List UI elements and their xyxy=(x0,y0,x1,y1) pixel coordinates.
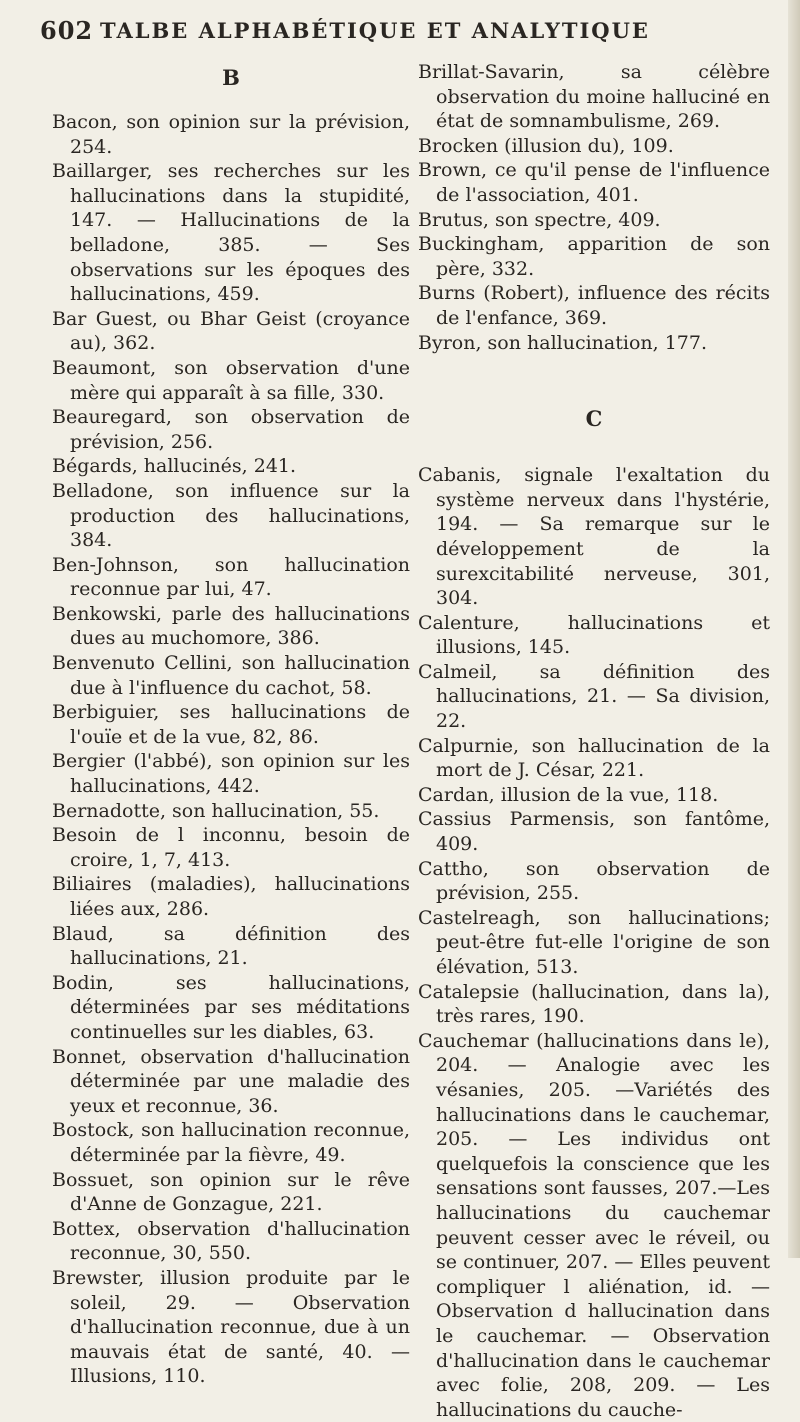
index-entry: Bernadotte, son hallucination, 55. xyxy=(52,799,380,822)
index-entry: Brown, ce qu'il pense de l'influence de l'association, 401. xyxy=(418,159,770,206)
index-entry: Bégards, hallucinés, 241. xyxy=(52,455,297,478)
index-entry: Calmeil, sa définition des hallucinations, 21. — Sa division, 22. xyxy=(418,660,770,733)
index-entry: Cassius Parmensis, son fantôme, 409. xyxy=(418,808,770,856)
index-entry: Calenture, hallucinations et illusions, 145. xyxy=(418,611,770,659)
index-entry: Belladone, son influence sur la production des hallucinations, 384. xyxy=(52,479,410,552)
index-entry: Blaud, sa définition des hallucinations, 21. xyxy=(52,922,410,970)
index-entry: Benkowski, parle des hallucinations dues au muchomore, 386. xyxy=(52,602,410,650)
index-entry: Ben-Johnson, son hallucination reconnue par lui, 47. xyxy=(52,553,410,601)
index-entry: Benvenuto Cellini, son hallucination due à l'influence du cachot, 58. xyxy=(52,652,410,699)
index-entry: Besoin de l inconnu, besoin de croire, 1, 7, 413. xyxy=(52,824,410,871)
index-entry: Byron, son hallucination, 177. xyxy=(418,331,708,354)
left-column xyxy=(52,60,410,1389)
index-entry: Burns (Robert), influence des récits de l'enfance, 369. xyxy=(418,282,770,329)
index-entry: Bossuet, son opinion sur le rêve d'Anne de Gonzague, 221. xyxy=(52,1168,410,1216)
index-entry: Catalepsie (hallucination, dans la), très rares, 190. xyxy=(418,980,770,1028)
index-entry: Bar Guest, ou Bhar Geist (croyance au), 362. xyxy=(52,307,410,355)
index-entry: Baillarger, ses recherches sur les hallucinations dans la stupidité, 147. — Hallucinations de la belladone, 385. — Ses observations sur les époques des hallucinations, 459. xyxy=(52,160,410,306)
index-entry: Castelreagh, son hallucinations; peut-être fut-elle l'origine de son élévation, 513. xyxy=(418,906,770,978)
index-entry: Biliaires (maladies), hallucinations liées aux, 286. xyxy=(52,873,410,920)
index-entry: Bonnet, observation d'hallucination déterminée par une maladie des yeux et reconnue, 36. xyxy=(52,1045,410,1117)
section-letter-b: B xyxy=(222,65,240,90)
index-entry: Cardan, illusion de la vue, 118. xyxy=(418,783,719,806)
running-title: TALBE ALPHABÉTIQUE ET ANALYTIQUE xyxy=(100,18,650,43)
index-entry: Brewster, illusion produite par le soleil, 29. — Observation d'hallucination reconnue, due à un mauvais état de santé, 40. — Illusions, 110. xyxy=(52,1266,410,1388)
index-entry: Bottex, observation d'hallucination reconnue, 30, 550. xyxy=(52,1217,410,1265)
section-letter-c: C xyxy=(585,406,603,432)
index-entry: Berbiguier, ses hallucinations de l'ouïe et de la vue, 82, 86. xyxy=(52,701,410,748)
index-entry: Calpurnie, son hallucination de la mort de J. César, 221. xyxy=(418,734,770,782)
index-entry: Brutus, son spectre, 409. xyxy=(418,208,661,231)
index-entry: Beaumont, son observation d'une mère qui apparaît à sa fille, 330. xyxy=(52,356,410,404)
right-column xyxy=(418,60,770,1422)
page-edge-shadow xyxy=(788,0,800,1258)
index-entry: Cauchemar (hallucinations dans le), 204. — Analogie avec les vésanies, 205. —Variétés des hallucinations dans le cauchemar, 205. — Les individus ont quelquefois la conscience que les sensations sont fausses, 207.—Les hallucinations du cauchemar peuvent cesser avec le réveil, ou se continuer, 207. — Elles peuvent compliquer l aliénation, id. — Observation d hallucination dans le cauchemar. — Observation d'hallucination dans le cauchemar avec folie, 208, 209. — Les hallucinations du cauche- xyxy=(418,1029,770,1421)
index-entry: Bacon, son opinion sur la prévision, 254. xyxy=(52,111,410,158)
index-entry: Beauregard, son observation de prévision, 256. xyxy=(52,406,410,453)
index-entry: Bodin, ses hallucinations, déterminées par ses méditations continuelles sur les diables, 63. xyxy=(52,971,410,1043)
index-entry: Bergier (l'abbé), son opinion sur les hallucinations, 442. xyxy=(52,750,410,798)
page-header xyxy=(40,16,740,56)
index-entry: Bostock, son hallucination reconnue, déterminée par la fièvre, 49. xyxy=(52,1119,410,1166)
page-number: 602 xyxy=(40,16,94,45)
index-entry: Brocken (illusion du), 109. xyxy=(418,134,674,157)
index-entry: Brillat-Savarin, sa célèbre observation du moine halluciné en état de somnambulisme, 269. xyxy=(418,61,770,133)
index-entry: Buckingham, apparition de son père, 332. xyxy=(418,233,770,280)
index-entry: Cattho, son observation de prévision, 255. xyxy=(418,857,770,905)
index-entry: Cabanis, signale l'exaltation du système nerveux dans l'hystérie, 194. — Sa remarque sur le développement de la surexcitabilité nerveuse, 301, 304. xyxy=(418,464,770,610)
